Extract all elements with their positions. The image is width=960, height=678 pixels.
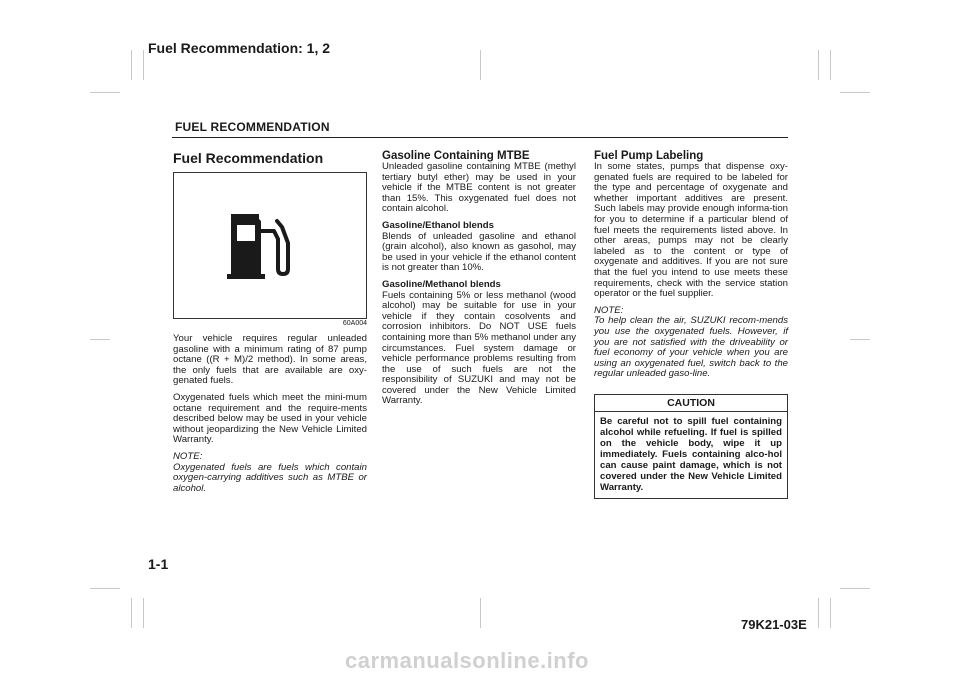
- crop-mark: [131, 598, 132, 628]
- fuel-pump-labeling-heading: Fuel Pump Labeling: [594, 150, 704, 162]
- crop-mark: [818, 50, 819, 80]
- note-label: NOTE:: [594, 304, 624, 316]
- crop-mark: [480, 50, 481, 80]
- crop-mark: [818, 598, 819, 628]
- paragraph: Blends of unleaded gasoline and ethanol (grain alcohol), also known as gasohol, may be used in your vehicle if the ethanol content is not greater than 10%.: [382, 230, 576, 274]
- crop-mark: [840, 92, 870, 93]
- crop-mark: [850, 339, 870, 340]
- crop-mark: [840, 588, 870, 589]
- fuel-pump-icon: [174, 173, 366, 318]
- note: [594, 306, 788, 380]
- page-number: 1-1: [148, 556, 169, 572]
- crop-mark: [90, 92, 120, 93]
- mtbe-heading: Gasoline Containing MTBE: [382, 150, 530, 162]
- note-label: NOTE:: [173, 450, 203, 462]
- document-code: 79K21-03E: [741, 617, 807, 632]
- column-3: [594, 150, 788, 499]
- crop-mark: [90, 339, 110, 340]
- crop-mark: [830, 50, 831, 80]
- note: [173, 452, 367, 494]
- crop-mark: [131, 50, 132, 80]
- paragraph: Your vehicle requires regular unleaded gasoline with a minimum rating of 87 pump octane ((R + M)/2 method). In some areas, the only fuels that are available are oxy-genated fuels.: [173, 333, 367, 387]
- section-title: FUEL RECOMMENDATION: [175, 120, 330, 134]
- caution-text: Be careful not to spill fuel containing alcohol while refueling. If fuel is spilled on the vehicle body, wipe it up immediately. Fuels containing alco-hol can cause paint damage, which is not covered under the New Vehicle Limited Warranty.: [600, 416, 782, 494]
- caution-title: CAUTION: [595, 395, 787, 413]
- paragraph: Unleaded gasoline containing MTBE (methyl tertiary butyl ether) may be used in your vehicle if the MTBE content is not greater than 15%. This oxygenated fuel does not contain alcohol.: [382, 161, 576, 215]
- ethanol-heading: Gasoline/Ethanol blends: [382, 219, 494, 231]
- paragraph: Fuels containing 5% or less methanol (wood alcohol) may be suitable for use in your vehicle if they contain cosolvents and corrosion inhibitors. Do NOT USE fuels containing more than 5% methanol under any circumstances. Fuel system damage or vehicle performance problems resulting from the use of such fuels are not the responsibility of SUZUKI and may not be covered under the New Vehicle Limited Warranty.: [382, 289, 576, 407]
- watermark: carmanualsonline.info: [345, 648, 589, 673]
- caution-box: [594, 394, 788, 500]
- crop-mark: [480, 598, 481, 628]
- figure-code: 60A004: [342, 320, 367, 327]
- note-text: To help clean the air, SUZUKI recom-mends you use the oxygenated fuels. However, if you are not satisfied with the driveability or fuel economy of your vehicle when you are using an oxygenated fuel, switch back to the regular unleaded gaso-line.: [594, 315, 788, 380]
- fuel-recommendation-heading: Fuel Recommendation: [173, 150, 324, 166]
- methanol-heading: Gasoline/Methanol blends: [382, 278, 501, 290]
- crop-mark: [143, 598, 144, 628]
- crop-mark: [143, 50, 144, 80]
- column-2: [382, 150, 576, 413]
- section-rule: [172, 137, 788, 138]
- note-text: Oxygenated fuels are fuels which contain oxygen-carrying additives such as MTBE or alcohol.: [173, 461, 367, 494]
- column-1: [173, 150, 367, 500]
- crop-mark: [830, 598, 831, 628]
- fuel-pump-figure: [173, 172, 367, 319]
- document-title: Fuel Recommendation: 1, 2: [148, 40, 331, 56]
- crop-mark: [90, 588, 120, 589]
- paragraph: In some states, pumps that dispense oxy-genated fuels are required to be labeled for the type and percentage of oxygenate and whether important additives are present. Such labels may provide enough informa-tion for you to determine if a particular blend of fuel meets the requirements listed above. In other areas, pumps may not be clearly labeled as to the content or type of oxygenate and additives. If you are not sure that the fuel you intend to use meets these requirements, check with the service station operator or the fuel supplier.: [594, 161, 788, 300]
- paragraph: Oxygenated fuels which meet the mini-mum octane requirement and the require-ments described below may be used in your vehicle without jeopardizing the New Vehicle Limited Warranty.: [173, 391, 367, 446]
